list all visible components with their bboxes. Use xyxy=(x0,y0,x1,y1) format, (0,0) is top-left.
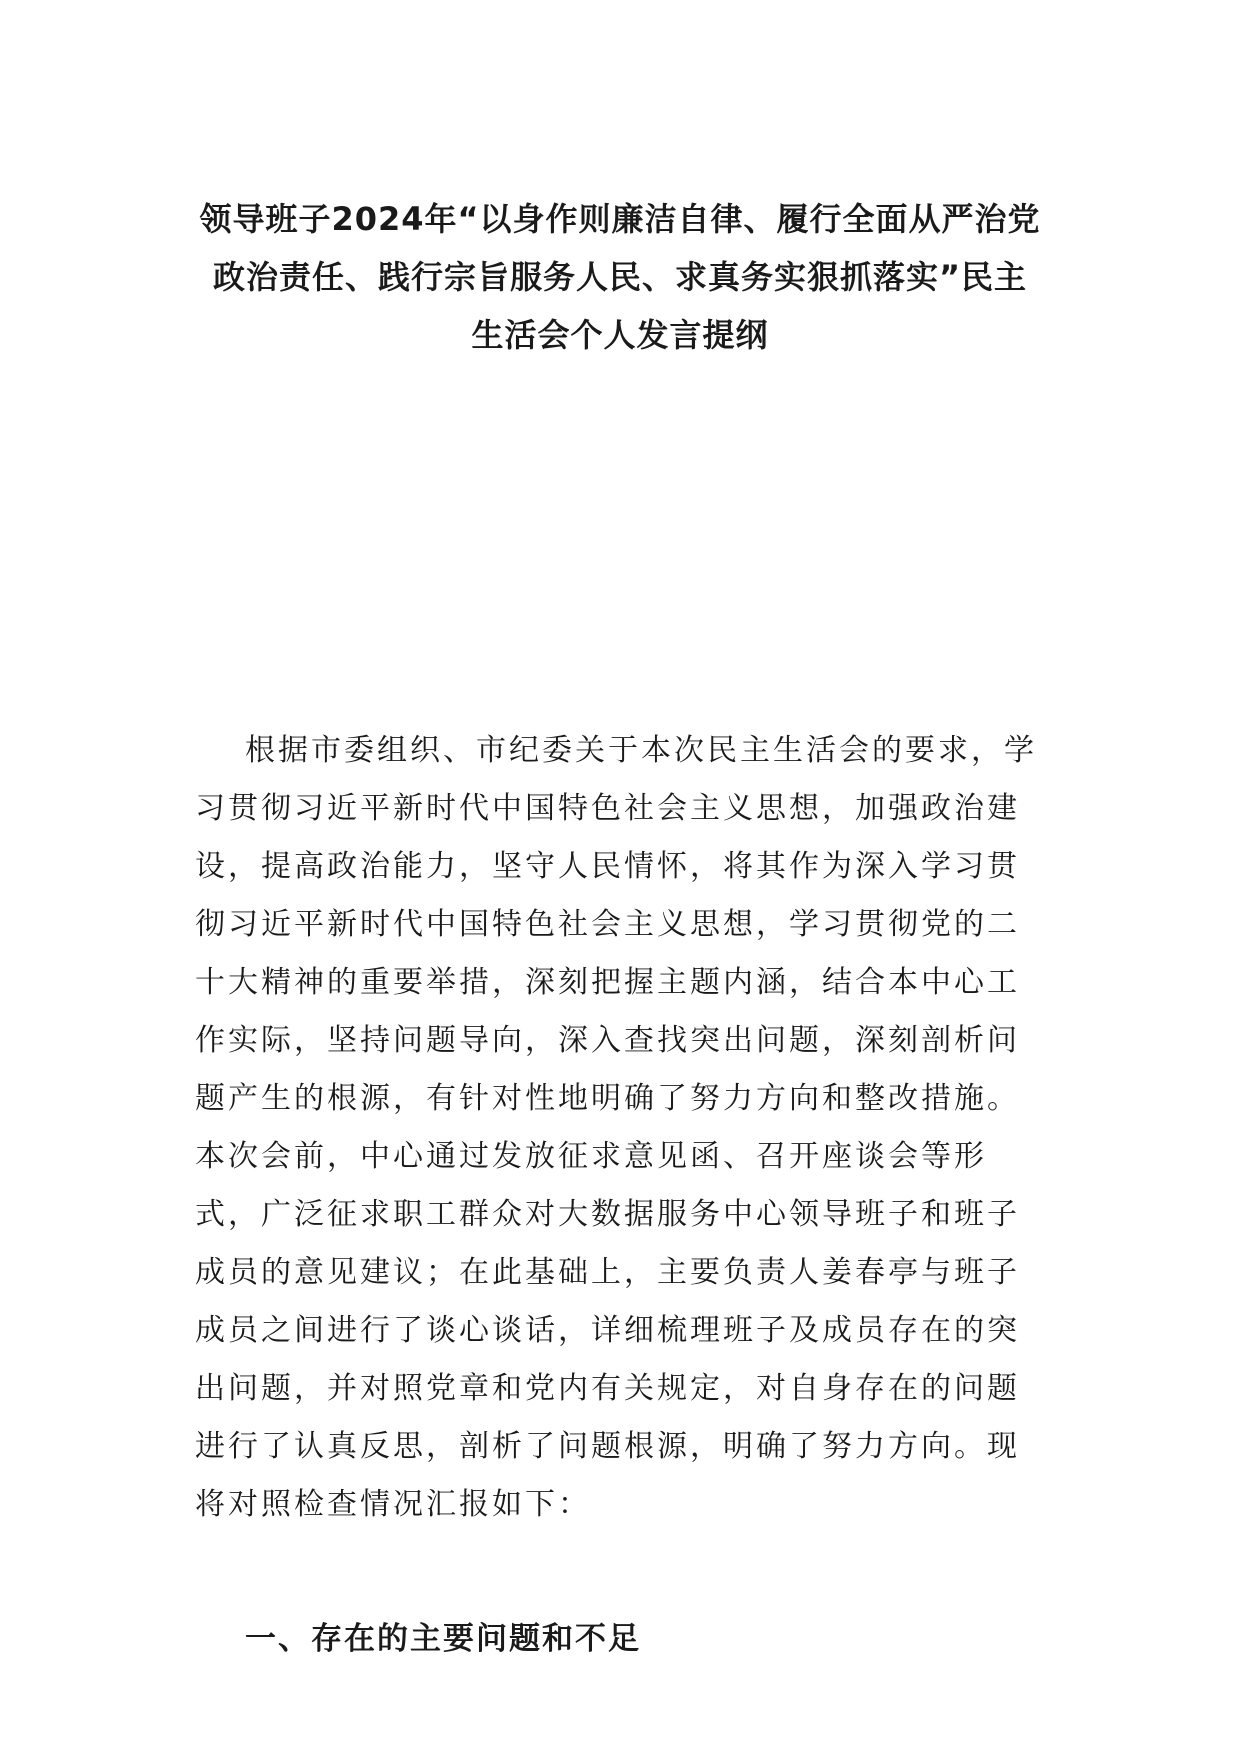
paragraph-line: 成员的意见建议；在此基础上，主要负责人姜春亭与班子 xyxy=(195,1255,1020,1290)
intro-paragraph xyxy=(195,722,1055,1534)
paragraph-line: 式，广泛征求职工群众对大数据服务中心领导班子和班子 xyxy=(195,1197,1020,1232)
title-line-3: 生活会个人发言提纲 xyxy=(471,316,769,354)
paragraph-line: 题产生的根源，有针对性地明确了努力方向和整改措施。 xyxy=(195,1081,1020,1116)
title-line-2: 政治责任、践行宗旨服务人民、求真务实狠抓落实”民主 xyxy=(212,258,1028,296)
paragraph-line: 本次会前，中心通过发放征求意见函、召开座谈会等形 xyxy=(195,1139,987,1174)
paragraph-line: 习贯彻习近平新时代中国特色社会主义思想，加强政治建 xyxy=(195,791,1020,826)
paragraph-line: 将对照检查情况汇报如下： xyxy=(195,1487,591,1522)
paragraph-line: 设，提高政治能力，坚守人民情怀，将其作为深入学习贯 xyxy=(195,849,1020,884)
document-title xyxy=(160,190,1080,364)
paragraph-line: 出问题，并对照党章和党内有关规定，对自身存在的问题 xyxy=(195,1371,1020,1406)
paragraph-line: 根据市委组织、市纪委关于本次民主生活会的要求，学 xyxy=(245,733,1037,768)
paragraph-line: 彻习近平新时代中国特色社会主义思想，学习贯彻党的二 xyxy=(195,907,1020,942)
title-line-1: 领导班子2024年“以身作则廉洁自律、履行全面从严治党 xyxy=(199,200,1041,238)
paragraph-line: 进行了认真反思，剖析了问题根源，明确了努力方向。现 xyxy=(195,1429,1020,1464)
section-heading: 一、存在的主要问题和不足 xyxy=(245,1621,641,1657)
paragraph-line: 作实际，坚持问题导向，深入查找突出问题，深刻剖析问 xyxy=(195,1023,1020,1058)
paragraph-line: 成员之间进行了谈心谈话，详细梳理班子及成员存在的突 xyxy=(195,1313,1020,1348)
paragraph-line: 十大精神的重要举措，深刻把握主题内涵，结合本中心工 xyxy=(195,965,1020,1000)
